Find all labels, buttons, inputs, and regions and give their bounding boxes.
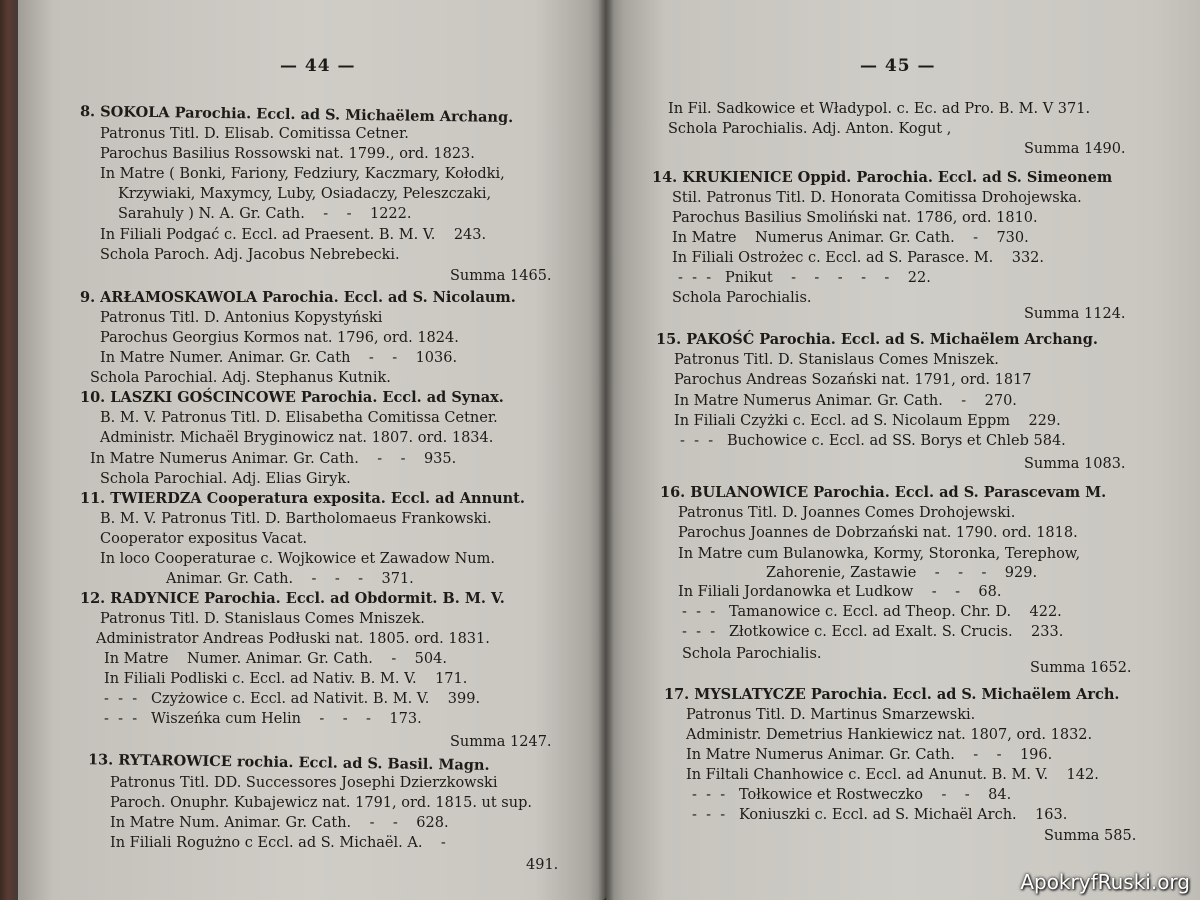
text-line: Schola Parochialis. [672, 290, 812, 306]
text-line: Parochus Georgius Kormos nat. 1796, ord. 1824. [100, 330, 459, 346]
entry-heading: 10. LASZKI GOŚCINCOWE Parochia. Eccl. ad Synax. [80, 389, 504, 406]
watermark: ApokryfRuski.org [1020, 870, 1190, 894]
book-gutter-shadow [598, 0, 614, 900]
text-line: In Matre Num. Animar. Gr. Cath. - - 628. [110, 815, 449, 831]
entry-heading: 11. TWIERDZA Cooperatura exposita. Eccl. ad Annunt. [80, 490, 525, 507]
text-line: - - - Złotkowice c. Eccl. ad Exalt. S. Crucis. 233. [682, 624, 1064, 640]
entry-heading: 13. RYTAROWICE rochia. Eccl. ad S. Basil. Magn. [87, 751, 490, 774]
text-line: In Matre cum Bulanowka, Kormy, Storonka, Terephow, [678, 546, 1081, 562]
text-line: In Filiali Jordanowka et Ludkow - - 68. [678, 584, 1002, 600]
text-line: - - - Buchowice c. Eccl. ad SS. Borys et Chleb 584. [680, 433, 1066, 449]
text-line: Administrator Andreas Podłuski nat. 1805. ord. 1831. [96, 631, 490, 647]
text-line: - - - Czyżowice c. Eccl. ad Nativit. B. M. V. 399. [104, 691, 481, 707]
summa-line: Summa 1247. [450, 734, 552, 750]
text-line: B. M. V. Patronus Titl. D. Bartholomaeus Frankowski. [100, 511, 492, 527]
text-line: - - - Koniuszki c. Eccl. ad S. Michaël Arch. 163. [692, 807, 1068, 823]
entry-heading: 15. PAKOŚĆ Parochia. Eccl. ad S. Michaëlem Archang. [656, 331, 1098, 348]
text-line: Schola Paroch. Adj. Jacobus Nebrebecki. [100, 247, 400, 263]
text-line: In Filiali Rogużno c Eccl. ad S. Michaël. A. - [110, 835, 446, 851]
text-line: In Filiali Podliski c. Eccl. ad Nativ. B. M. V. 171. [104, 671, 468, 687]
text-line: Patronus Titl. D. Antonius Kopystyński [100, 310, 383, 326]
text-line: Zahorenie, Zastawie - - - 929. [766, 565, 1038, 581]
entry-heading: 17. MYSLATYCZE Parochia. Eccl. ad S. Michaëlem Arch. [664, 686, 1120, 703]
text-line: In Filiali Podgać c. Eccl. ad Praesent. B. M. V. 243. [100, 227, 487, 243]
text-line: - - - Tołkowice et Rostweczko - - 84. [692, 787, 1012, 803]
text-line: Schola Parochialis. [682, 646, 822, 662]
text-line: In loco Cooperaturae c. Wojkowice et Zawadow Num. [100, 551, 495, 567]
text-line: B. M. V. Patronus Titl. D. Elisabetha Comitissa Cetner. [100, 410, 498, 426]
text-line: Schola Parochial. Adj. Stephanus Kutnik. [90, 370, 391, 386]
entry-heading: 16. BULANOWICE Parochia. Eccl. ad S. Parascevam M. [660, 484, 1107, 501]
entry-heading: 14. KRUKIENICE Oppid. Parochia. Eccl. ad S. Simeonem [652, 169, 1113, 186]
entry-heading: 12. RADYNICE Parochia. Eccl. ad Obdormit. B. M. V. [80, 590, 505, 607]
summa-line: Summa 585. [1044, 828, 1137, 844]
text-line: 491. [526, 857, 559, 873]
text-line: Sarahuly ) N. A. Gr. Cath. - - 1222. [118, 206, 412, 222]
text-line: Patronus Titl. D. Martinus Smarzewski. [686, 707, 976, 723]
text-line: Patronus Titl. D. Elisab. Comitissa Cetner. [100, 126, 409, 142]
text-line: Schola Parochialis. Adj. Anton. Kogut , [668, 121, 952, 137]
text-line: Patronus Titl. D. Stanislaus Comes Mniszek. [100, 611, 425, 627]
text-line: In Matre Numerus Animar. Gr. Cath. - 270. [674, 393, 1017, 409]
text-line: Administr. Michaël Bryginowicz nat. 1807. ord. 1834. [100, 430, 494, 446]
text-line: In Matre Numerus Animar. Gr. Cath. - 730. [672, 230, 1029, 246]
entry-heading: 9. ARŁAMOSKAWOLA Parochia. Eccl. ad S. Nicolaum. [80, 289, 516, 306]
page-number: — 45 — [860, 56, 936, 76]
text-line: Patronus Titl. DD. Successores Josephi Dzierzkowski [110, 775, 498, 791]
text-line: Krzywiaki, Maxymcy, Luby, Osiadaczy, Peleszczaki, [118, 186, 492, 202]
text-line: Administr. Demetrius Hankiewicz nat. 1807, ord. 1832. [686, 727, 1093, 743]
text-line: In Matre ( Bonki, Fariony, Fedziury, Kaczmary, Kołodki, [100, 166, 505, 182]
text-line: In Filiali Czyżki c. Eccl. ad S. Nicolaum Eppm 229. [674, 413, 1061, 429]
summa-line: Summa 1465. [450, 268, 552, 284]
summa-line: Summa 1124. [1024, 306, 1126, 322]
text-line: Stil. Patronus Titl. D. Honorata Comitissa Drohojewska. [672, 190, 1082, 206]
summa-line: Summa 1083. [1024, 456, 1126, 472]
text-line: In Matre Numerus Animar. Gr. Cath. - - 935. [90, 451, 457, 467]
text-line: In Filtali Chanhowice c. Eccl. ad Anunut. B. M. V. 142. [686, 767, 1099, 783]
left-page [18, 0, 606, 900]
text-line: Schola Parochial. Adj. Elias Giryk. [100, 471, 351, 487]
entry-heading: 8. SOKOLA Parochia. Eccl. ad S. Michaëlem Archang. [79, 102, 514, 127]
text-line: Parochus Basilius Rossowski nat. 1799., ord. 1823. [100, 146, 475, 162]
text-line: - - - Tamanowice c. Eccl. ad Theop. Chr. D. 422. [682, 604, 1062, 620]
text-line: In Matre Numer. Animar. Gr. Cath. - 504. [104, 651, 447, 667]
text-line: - - - Wiszeńka cum Helin - - - 173. [104, 711, 422, 727]
page-number: — 44 — [280, 56, 356, 76]
text-line: Patronus Titl. D. Stanislaus Comes Mniszek. [674, 352, 999, 368]
text-line: Patronus Titl. D. Joannes Comes Drohojewski. [678, 505, 1016, 521]
text-line: - - - Pnikut - - - - - 22. [678, 270, 931, 286]
summa-line: Summa 1652. [1030, 660, 1132, 676]
text-line: In Matre Numer. Animar. Gr. Cath - - 1036. [100, 350, 458, 366]
summa-line: Summa 1490. [1024, 141, 1126, 157]
text-line: Parochus Joannes de Dobrzański nat. 1790. ord. 1818. [678, 525, 1078, 541]
text-line: In Filiali Ostrożec c. Eccl. ad S. Parasce. M. 332. [672, 250, 1045, 266]
text-line: Cooperator expositus Vacat. [100, 531, 308, 547]
text-line: Animar. Gr. Cath. - - - 371. [166, 571, 414, 587]
text-line: Parochus Andreas Sozański nat. 1791, ord. 1817 [674, 372, 1032, 388]
text-line: Parochus Basilius Smoliński nat. 1786, ord. 1810. [672, 210, 1038, 226]
text-line: In Matre Numerus Animar. Gr. Cath. - - 196. [686, 747, 1053, 763]
right-page [606, 0, 1200, 900]
text-line: Paroch. Onuphr. Kubajewicz nat. 1791, ord. 1815. ut sup. [110, 795, 532, 811]
text-line: In Fil. Sadkowice et Władypol. c. Ec. ad Pro. B. M. V 371. [668, 101, 1091, 117]
